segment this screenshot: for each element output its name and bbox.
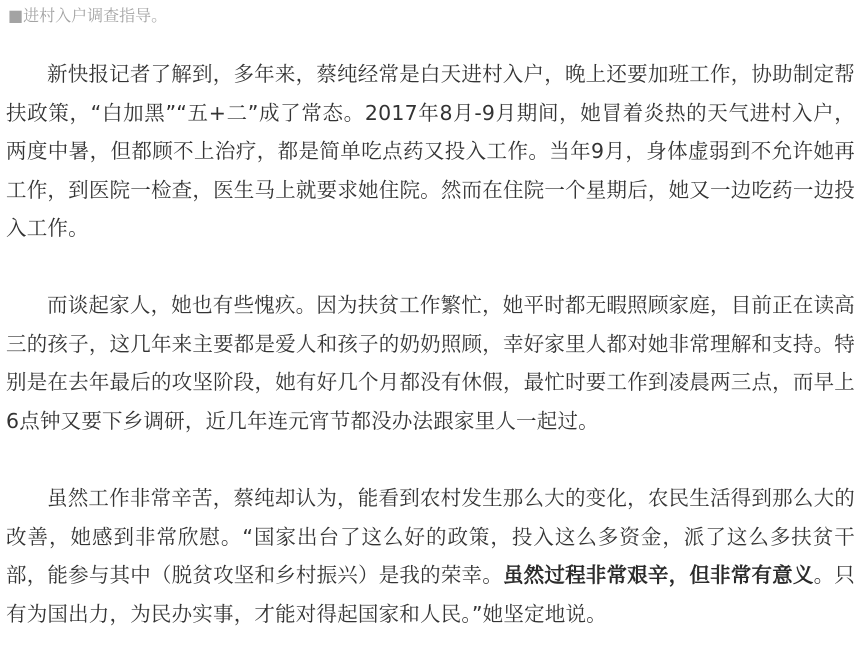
paragraph-family: 而谈起家人，她也有些愧疚。因为扶贫工作繁忙，她平时都无暇照顾家庭，目前正在读高三的孩子，这几年来主要都是爱人和孩子的奶奶照顾，幸好家里人都对她非常理解和支持。特别是在去年最后的攻坚阶段，她有好几个月都没有休假，最忙时要工作到凌晨两三点，而早上6点钟又要下乡调研，近几年连元宵节都没办法跟家里人一起过。 (6, 293, 855, 433)
paragraph-hard-work: 新快报记者了解到，多年来，蔡纯经常是白天进村入户，晚上还要加班工作，协助制定帮扶政策，“白加黑”“五+二”成了常态。2017年8月-9月期间，她冒着炎热的天气进村入户，两度中暑，但都顾不上治疗，都是简单吃点药又投入工作。当年9月，身体虚弱到不允许她再工作，到医院一检查，医生马上就要求她住院。然而在住院一个星期后，她又一边吃药一边投入工作。 (6, 62, 855, 241)
image-caption: ■进村入户调查指导。 (8, 6, 168, 25)
emphasized-quote: 虽然过程非常艰辛，但非常有意义 (502, 563, 814, 588)
paragraph-text: 虽然工作非常辛苦，蔡纯却认为，能看到农村发生那么大的变化，农民生活得到那么大的改善，她感到非常欣慰。“国家出台了这么好的政策，投入这么多资金，派了这么多扶贫干部，能参与其中（脱贫攻坚和乡村振兴）是我的荣幸。 (6, 486, 855, 588)
paragraph-text-end: 。只有为国出力，为民办实事，才能对得起国家和人民。”她坚定地说。 (6, 563, 855, 626)
paragraph-reflection (6, 479, 855, 633)
